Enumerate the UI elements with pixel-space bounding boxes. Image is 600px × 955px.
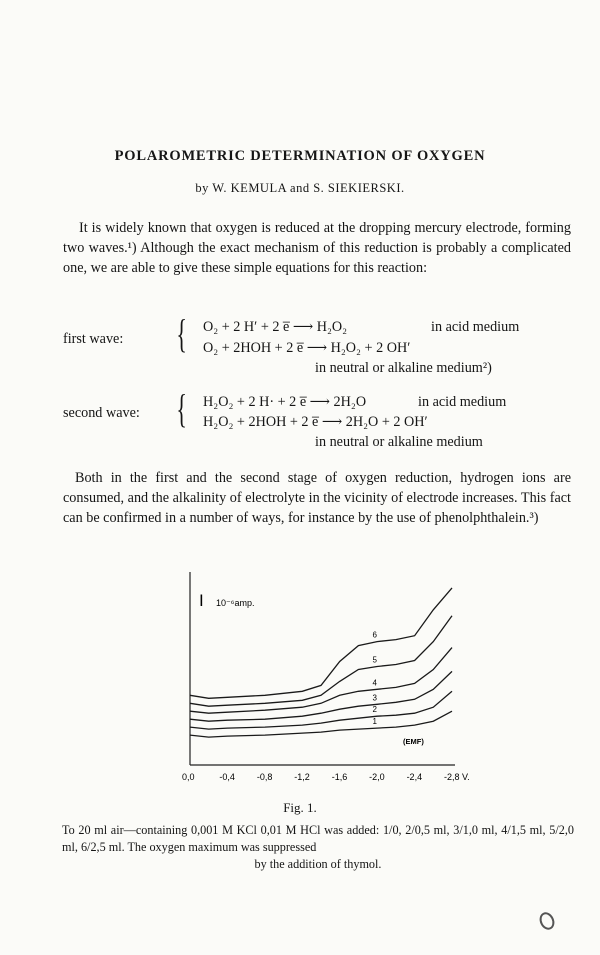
curve-4 xyxy=(190,648,452,714)
first-wave-eq1: O₂ + 2 H′ + 2 e̅ ⟶ H₂O₂ xyxy=(203,319,348,335)
x-tick-label: -2,4 xyxy=(406,772,423,782)
second-wave-eq2-medium: in neutral or alkaline medium xyxy=(315,434,483,450)
x-tick-label: -0,8 xyxy=(256,772,273,782)
x-tick-labels xyxy=(182,772,470,782)
curve-label-2: 2 xyxy=(372,705,377,715)
second-wave-label: second wave: xyxy=(63,405,140,421)
x-tick-label: -0,4 xyxy=(219,772,235,782)
second-wave-brace: { xyxy=(176,386,187,431)
first-wave-eq2-medium: in neutral or alkaline medium²) xyxy=(315,360,492,376)
x-tick-label: -1,2 xyxy=(294,772,310,782)
curve-label-6: 6 xyxy=(372,630,377,640)
polarogram-curves xyxy=(190,588,452,737)
second-wave-eq1: H₂O₂ + 2 H· + 2 e̅ ⟶ 2H₂O xyxy=(203,394,367,410)
x-tick-label: -1,6 xyxy=(331,772,348,782)
y-axis-unit: 10⁻⁶amp. xyxy=(216,598,255,608)
figure-caption-main: To 20 ml air—containing 0,001 M KCl 0,01 M HCl was added: 1/0, 2/0,5 ml, 3/1,0 ml, 4/1,5 ml, 5/2,0 ml, 6/2,5 ml. The oxygen maximum was suppressed xyxy=(62,823,574,854)
y-axis-label: I xyxy=(199,591,204,610)
x-tick-label: -2,0 xyxy=(369,772,385,782)
first-wave-eq1-medium: in acid medium xyxy=(431,319,520,335)
second-wave-eq2: H₂O₂ + 2HOH + 2 e̅ ⟶ 2H₂O + 2 OH′ xyxy=(203,414,428,430)
x-tick-label: 0,0 xyxy=(182,772,195,782)
x-tick-label: -2,8 V. xyxy=(444,772,470,782)
curve-label-3: 3 xyxy=(372,693,377,703)
first-wave-label: first wave: xyxy=(63,331,124,347)
second-paragraph: Both in the first and the second stage of oxygen reduction, hydrogen ions are consumed, and the alkalinity of electrolyte in the vicinity of electrode increases. This fact can be confirmed in a number of ways, for instance by the use of phenolphthalein.³) xyxy=(63,470,571,526)
polarogram-chart xyxy=(170,570,470,785)
figure-label: Fig. 1. xyxy=(283,800,317,815)
figure-caption xyxy=(62,822,574,873)
curve-label-4: 4 xyxy=(372,678,377,688)
curve-label-5: 5 xyxy=(372,655,377,665)
curve-1 xyxy=(190,711,452,737)
paper-title: POLAROMETRIC DETERMINATION OF OXYGEN xyxy=(114,148,486,164)
curve-5 xyxy=(190,616,452,706)
paper-authors: by W. KEMULA and S. SIEKIERSKI. xyxy=(195,181,405,195)
figure-caption-last: by the addition of thymol. xyxy=(254,857,382,871)
page-speck xyxy=(537,910,557,932)
polarogram-figure xyxy=(170,570,470,790)
second-wave-eq1-medium: in acid medium xyxy=(418,394,507,410)
first-wave-brace: { xyxy=(176,311,187,356)
intro-paragraph: It is widely known that oxygen is reduced at the dropping mercury electrode, forming two waves.¹) Although the exact mechanism of this reduction is probably a complicated one, we are able to give these simple equations for this reaction: xyxy=(63,220,571,276)
first-wave-eq2: O₂ + 2HOH + 2 e̅ ⟶ H₂O₂ + 2 OH′ xyxy=(203,340,411,356)
emf-label: (EMF) xyxy=(403,737,424,746)
curve-label-1: 1 xyxy=(372,717,377,727)
